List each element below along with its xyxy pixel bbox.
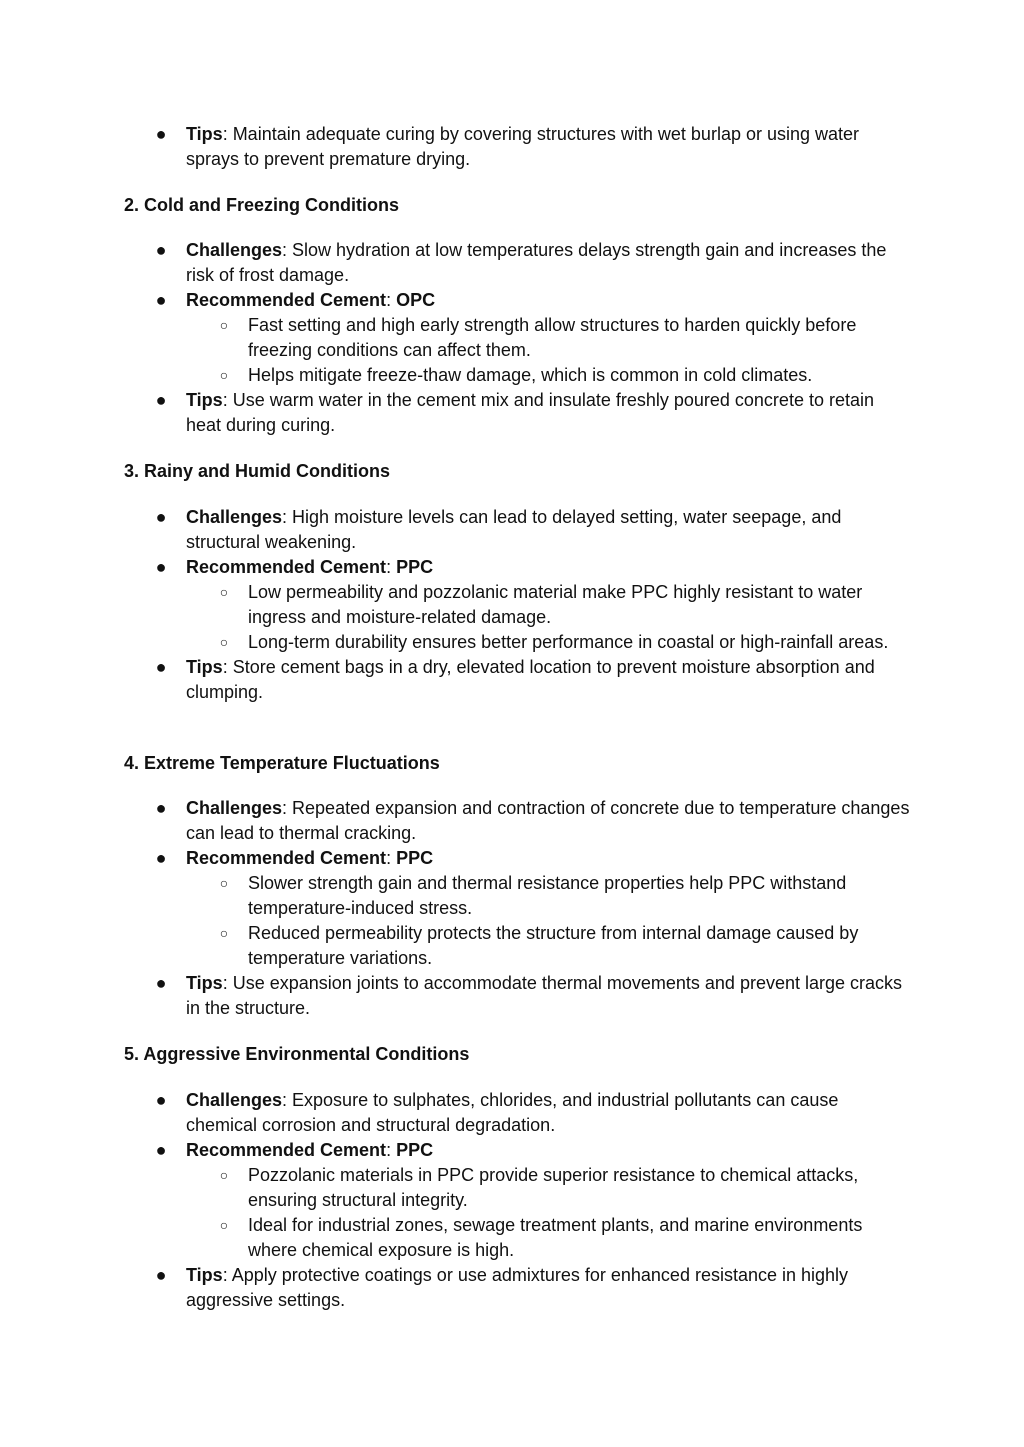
bullet-icon: ● bbox=[155, 290, 167, 310]
bullet-icon: ● bbox=[155, 657, 167, 677]
intro-tip-list bbox=[124, 122, 914, 172]
recommended-label: Recommended Cement bbox=[186, 290, 387, 310]
list-item bbox=[124, 846, 914, 971]
reason-item bbox=[186, 921, 914, 971]
challenges-text: : Repeated expansion and contraction of concrete due to temperature changes can lead to thermal cracking. bbox=[186, 798, 910, 843]
list-item bbox=[124, 505, 914, 555]
reason-item bbox=[186, 1213, 914, 1263]
reason-text: Helps mitigate freeze-thaw damage, which is common in cold climates. bbox=[248, 365, 813, 385]
list-item bbox=[124, 555, 914, 655]
list-item bbox=[124, 238, 914, 288]
bullet-icon: ● bbox=[155, 557, 167, 577]
list-item bbox=[124, 796, 914, 846]
challenges-label: Challenges bbox=[186, 798, 283, 818]
tips-text: : Apply protective coatings or use admixtures for enhanced resistance in highly aggressive settings. bbox=[186, 1265, 849, 1310]
recommended-label: Recommended Cement bbox=[186, 1140, 387, 1160]
bullet-icon: ● bbox=[155, 390, 167, 410]
reason-text: Low permeability and pozzolanic material make PPC highly resistant to water ingress and moisture-related damage. bbox=[248, 582, 863, 627]
reason-text: Reduced permeability protects the structure from internal damage caused by temperature variations. bbox=[248, 923, 859, 968]
reason-item bbox=[186, 630, 914, 655]
reason-text: Long-term durability ensures better performance in coastal or high-rainfall areas. bbox=[248, 632, 889, 652]
tips-label: Tips bbox=[186, 390, 223, 410]
list-item bbox=[124, 971, 914, 1021]
bullet-icon: ● bbox=[155, 1090, 167, 1110]
list-item bbox=[124, 388, 914, 438]
section-heading: 4. Extreme Temperature Fluctuations bbox=[124, 753, 440, 773]
section-heading: 5. Aggressive Environmental Conditions bbox=[124, 1044, 470, 1064]
section-temperature-fluctuations bbox=[124, 751, 914, 1021]
reason-item bbox=[186, 313, 914, 363]
bullet-icon: ● bbox=[155, 798, 167, 818]
hollow-bullet-icon: ○ bbox=[219, 1167, 229, 1183]
reason-list bbox=[186, 1163, 914, 1263]
reason-item bbox=[186, 363, 914, 388]
section-list bbox=[124, 238, 914, 438]
list-item bbox=[124, 122, 914, 172]
hollow-bullet-icon: ○ bbox=[219, 875, 229, 891]
section-rainy-humid bbox=[124, 459, 914, 705]
reason-text: Fast setting and high early strength allow structures to harden quickly before freezing conditions can affect them. bbox=[248, 315, 857, 360]
bullet-icon: ● bbox=[155, 1265, 167, 1285]
list-item bbox=[124, 1088, 914, 1138]
reason-list bbox=[186, 871, 914, 971]
tips-label: Tips bbox=[186, 657, 223, 677]
recommended-separator: : bbox=[386, 1140, 392, 1160]
list-item bbox=[124, 1263, 914, 1313]
reason-text: Pozzolanic materials in PPC provide superior resistance to chemical attacks, ensuring structural integrity. bbox=[248, 1165, 859, 1210]
reason-item bbox=[186, 580, 914, 630]
intro-tip-block bbox=[124, 122, 914, 172]
reason-text: Slower strength gain and thermal resistance properties help PPC withstand temperature-induced stress. bbox=[248, 873, 847, 918]
recommended-separator: : bbox=[386, 290, 392, 310]
hollow-bullet-icon: ○ bbox=[219, 584, 229, 600]
section-list bbox=[124, 1088, 914, 1313]
section-heading: 2. Cold and Freezing Conditions bbox=[124, 195, 400, 215]
recommended-separator: : bbox=[386, 557, 392, 577]
hollow-bullet-icon: ○ bbox=[219, 634, 229, 650]
challenges-text: : Exposure to sulphates, chlorides, and industrial pollutants can cause chemical corrosion and structural degradation. bbox=[186, 1090, 839, 1135]
recommended-label: Recommended Cement bbox=[186, 848, 387, 868]
reason-item bbox=[186, 1163, 914, 1213]
tips-text: : Maintain adequate curing by covering structures with wet burlap or using water sprays to prevent premature drying. bbox=[186, 124, 860, 169]
hollow-bullet-icon: ○ bbox=[219, 367, 229, 383]
recommended-separator: : bbox=[386, 848, 392, 868]
list-item bbox=[124, 1138, 914, 1263]
tips-text: : Use warm water in the cement mix and insulate freshly poured concrete to retain heat during curing. bbox=[186, 390, 874, 435]
bullet-icon: ● bbox=[155, 973, 167, 993]
challenges-text: : High moisture levels can lead to delayed setting, water seepage, and structural weakening. bbox=[186, 507, 842, 552]
hollow-bullet-icon: ○ bbox=[219, 925, 229, 941]
recommended-value: PPC bbox=[396, 848, 434, 868]
challenges-label: Challenges bbox=[186, 507, 283, 527]
bullet-icon: ● bbox=[155, 848, 167, 868]
reason-list bbox=[186, 313, 914, 388]
reason-item bbox=[186, 871, 914, 921]
tips-label: Tips bbox=[186, 1265, 223, 1285]
tips-label: Tips bbox=[186, 973, 223, 993]
section-list bbox=[124, 505, 914, 705]
bullet-icon: ● bbox=[155, 124, 167, 144]
hollow-bullet-icon: ○ bbox=[219, 317, 229, 333]
tips-text: : Store cement bags in a dry, elevated location to prevent moisture absorption and clumping. bbox=[186, 657, 875, 702]
tips-label: Tips bbox=[186, 124, 223, 144]
bullet-icon: ● bbox=[155, 240, 167, 260]
reason-text: Ideal for industrial zones, sewage treatment plants, and marine environments where chemical exposure is high. bbox=[248, 1215, 863, 1260]
challenges-label: Challenges bbox=[186, 1090, 283, 1110]
tips-text: : Use expansion joints to accommodate thermal movements and prevent large cracks in the structure. bbox=[186, 973, 903, 1018]
challenges-label: Challenges bbox=[186, 240, 283, 260]
section-list bbox=[124, 796, 914, 1021]
list-item bbox=[124, 288, 914, 388]
section-cold-freezing bbox=[124, 193, 914, 438]
section-aggressive-environment bbox=[124, 1042, 914, 1313]
recommended-value: PPC bbox=[396, 557, 434, 577]
challenges-text: : Slow hydration at low temperatures delays strength gain and increases the risk of frost damage. bbox=[186, 240, 887, 285]
reason-list bbox=[186, 580, 914, 655]
recommended-label: Recommended Cement bbox=[186, 557, 387, 577]
list-item bbox=[124, 655, 914, 705]
recommended-value: OPC bbox=[396, 290, 436, 310]
section-heading: 3. Rainy and Humid Conditions bbox=[124, 461, 391, 481]
bullet-icon: ● bbox=[155, 1140, 167, 1160]
recommended-value: PPC bbox=[396, 1140, 434, 1160]
bullet-icon: ● bbox=[155, 507, 167, 527]
hollow-bullet-icon: ○ bbox=[219, 1217, 229, 1233]
